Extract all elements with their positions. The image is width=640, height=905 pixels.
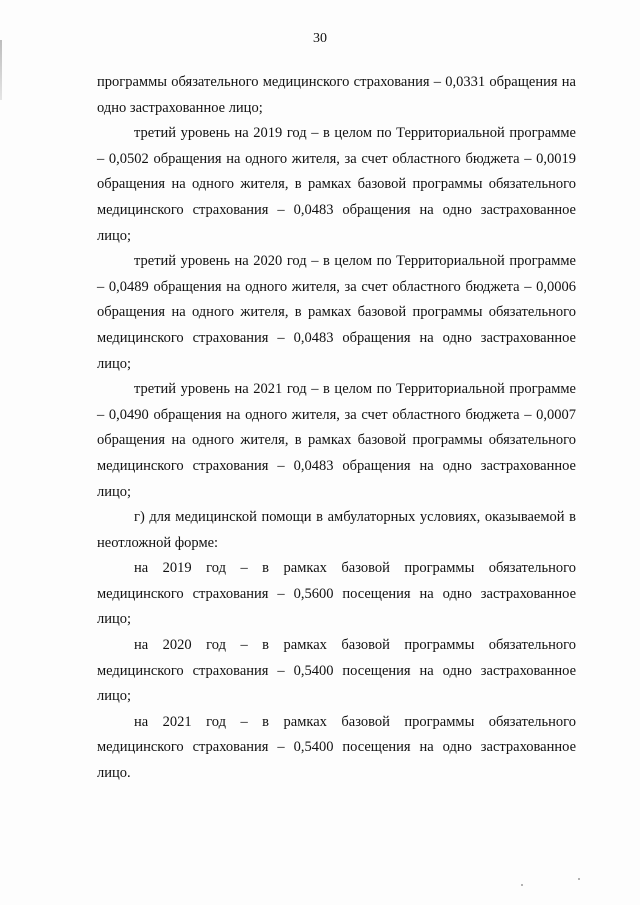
document-body <box>97 70 576 787</box>
paragraph-item-g: г) для медицинской помощи в амбулаторных условиях, оказываемой в неотложной форме: <box>97 509 576 551</box>
paragraph-urgent-2021: на 2021 год – в рамках базовой программы обязательного медицинского страхования – 0,5400 посещения на одно застрахованное лицо. <box>97 713 576 782</box>
paragraph-continuation: программы обязательного медицинского страхования – 0,0331 обращения на одно застрахованное лицо; <box>97 74 576 116</box>
page-number: 30 <box>313 31 327 46</box>
paragraph-urgent-2019: на 2019 год – в рамках базовой программы обязательного медицинского страхования – 0,5600 посещения на одно застрахованное лицо; <box>97 560 576 628</box>
paragraph-level3-2020: третий уровень на 2020 год – в целом по Территориальной программе – 0,0489 обращения на одного жителя, за счет областного бюджета – 0,0006 обращения на одного жителя, в рамках базовой программы обязательного медицинского страхования – 0,0483 обращения на одно застрахованное лицо; <box>97 253 576 372</box>
scan-edge-mark <box>0 40 2 100</box>
scan-speck <box>578 878 580 880</box>
paragraph-urgent-2020: на 2020 год – в рамках базовой программы обязательного медицинского страхования – 0,5400 посещения на одно застрахованное лицо; <box>97 637 576 705</box>
paragraph-level3-2019: третий уровень на 2019 год – в целом по Территориальной программе – 0,0502 обращения на одного жителя, за счет областного бюджета – 0,0019 обращения на одного жителя, в рамках базовой программы обязательного медицинского страхования – 0,0483 обращения на одно застрахованное лицо; <box>97 125 576 244</box>
scan-speck <box>521 884 523 886</box>
paragraph-level3-2021: третий уровень на 2021 год – в целом по Территориальной программе – 0,0490 обращения на одного жителя, за счет областного бюджета – 0,0007 обращения на одного жителя, в рамках базовой программы обязательного медицинского страхования – 0,0483 обращения на одно застрахованное лицо; <box>97 381 576 500</box>
